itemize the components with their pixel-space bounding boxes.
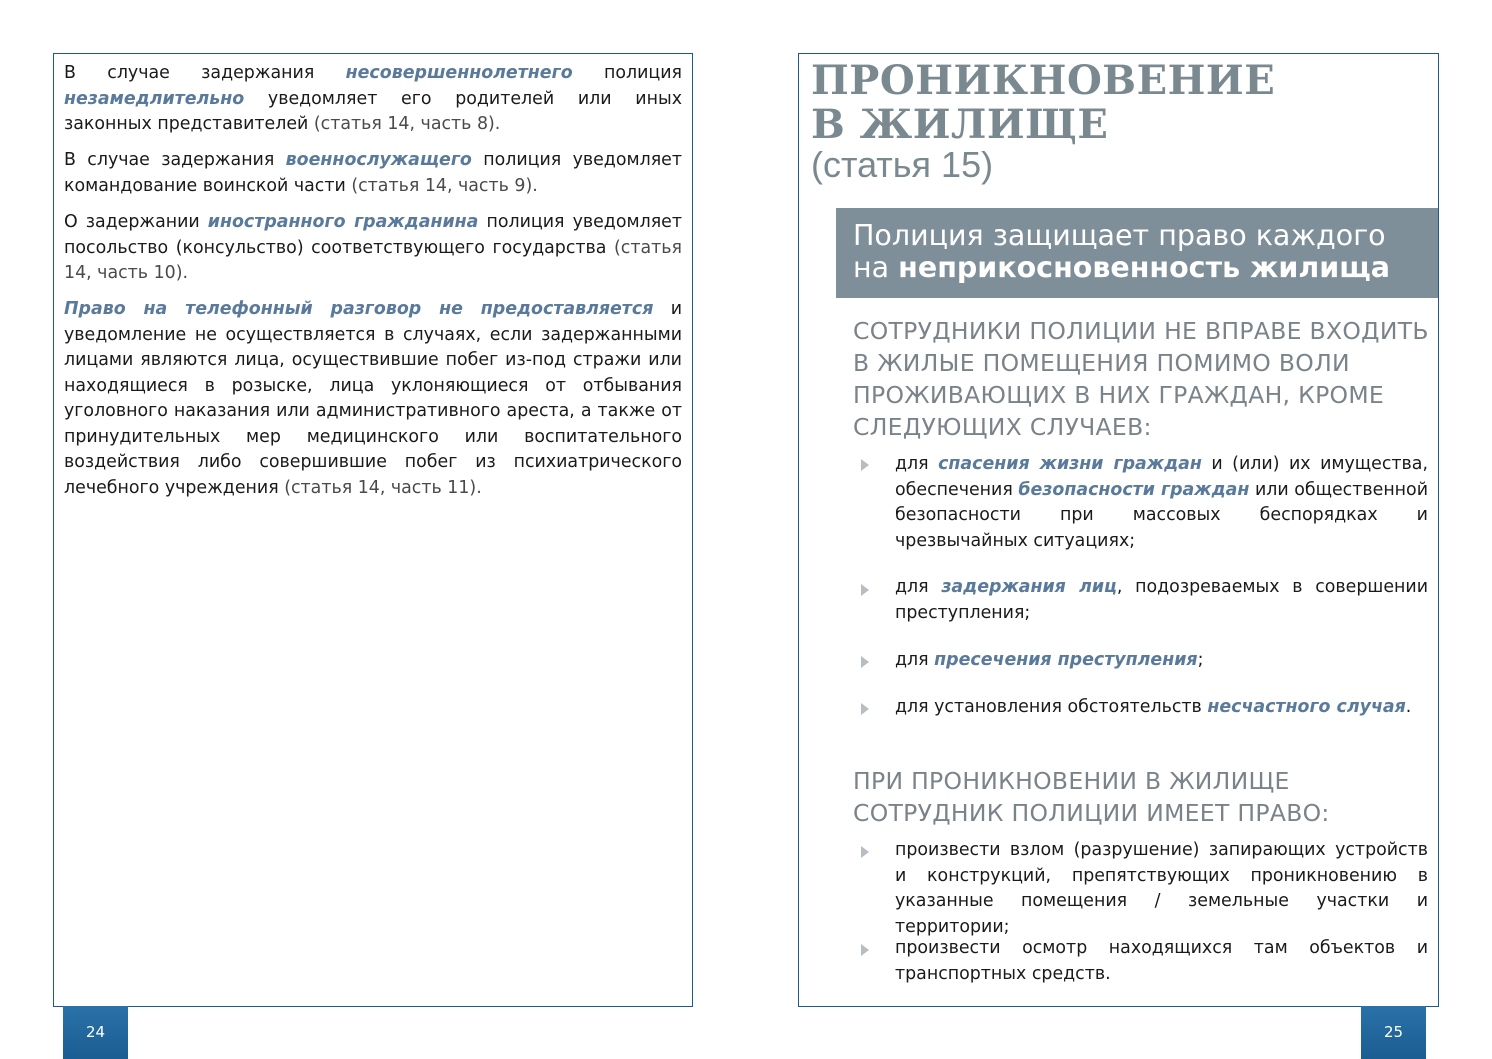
list-item: для спасения жизни граждан и (или) их имущества, обеспечения безопасности граждан или общественной безопасности при массовых беспорядках и чрезвычайных ситуациях; [895,454,1428,551]
paragraph-foreigner-detention: О задержании иностранного гражданина полиция уведомляет посольство (консульство) соответствующего государства (статья 14, часть 10). [64,212,682,283]
list-item: произвести взлом (разрушение) запирающих устройств и конструкций, препятствующих проникновению в указанные помещения / земельные участки и территории; [895,840,1428,937]
page-number-left: 24 [63,1006,128,1059]
banner-bold-phrase: неприкосновенность жилища [898,251,1390,284]
highlight-banner: Полиция защищает право каждого на неприкосновенность жилища [836,208,1438,298]
bullet-arrow-icon [861,656,869,668]
list-item: для задержания лиц, подозреваемых в совершении преступления; [895,577,1428,623]
bullet-arrow-icon [861,846,869,858]
paragraph-phone-call-exception: Право на телефонный разговор не предоставляется и уведомление не осуществляется в случаях, если задержанными лицами являются лица, осуществившие побег из-под стражи или находящиеся в розыске, лица уклоняющиеся от отбывания уголовного наказания или административного ареста, а также от принудительных мер медицинского или воспитательного воздействия либо совершившие побег из психиатрического лечебного учреждения (статья 14, часть 11). [64,299,682,498]
paragraph-military-detention: В случае задержания военнослужащего полиция уведомляет командование воинской части (статья 14, часть 9). [64,150,683,196]
bullet-arrow-icon [861,584,869,596]
list-item: для установления обстоятельств несчастного случая. [895,697,1412,717]
section-subtitle: (статья 15) [811,144,994,185]
list-item: для пресечения преступления; [895,650,1204,670]
bullet-arrow-icon [861,459,869,471]
bullet-arrow-icon [861,703,869,715]
bullet-arrow-icon [861,944,869,956]
paragraph-minor-detention: В случае задержания несовершеннолетнего полиция незамедлительно уведомляет его родителей или иных законных представителей (статья 14, часть 8). [64,63,682,134]
page-number-right: 25 [1361,1006,1426,1059]
officer-rights-heading: ПРИ ПРОНИКНОВЕНИИ В ЖИЛИЩЕ СОТРУДНИК ПОЛИЦИИ ИМЕЕТ ПРАВО: [853,767,1330,827]
list-item: произвести осмотр находящихся там объектов и транспортных средств. [895,938,1428,984]
entry-restriction-heading: СОТРУДНИКИ ПОЛИЦИИ НЕ ВПРАВЕ ВХОДИТЬ В ЖИЛЫЕ ПОМЕЩЕНИЯ ПОМИМО ВОЛИ ПРОЖИВАЮЩИХ В НИХ ГРАЖДАН, КРОМЕ СЛЕДУЮЩИХ СЛУЧАЕВ: [853,317,1429,441]
banner-line-1: Полиция защищает право каждого [853,219,1386,252]
section-title: ПРОНИКНОВЕНИЕ В ЖИЛИЩЕ [811,57,1276,148]
